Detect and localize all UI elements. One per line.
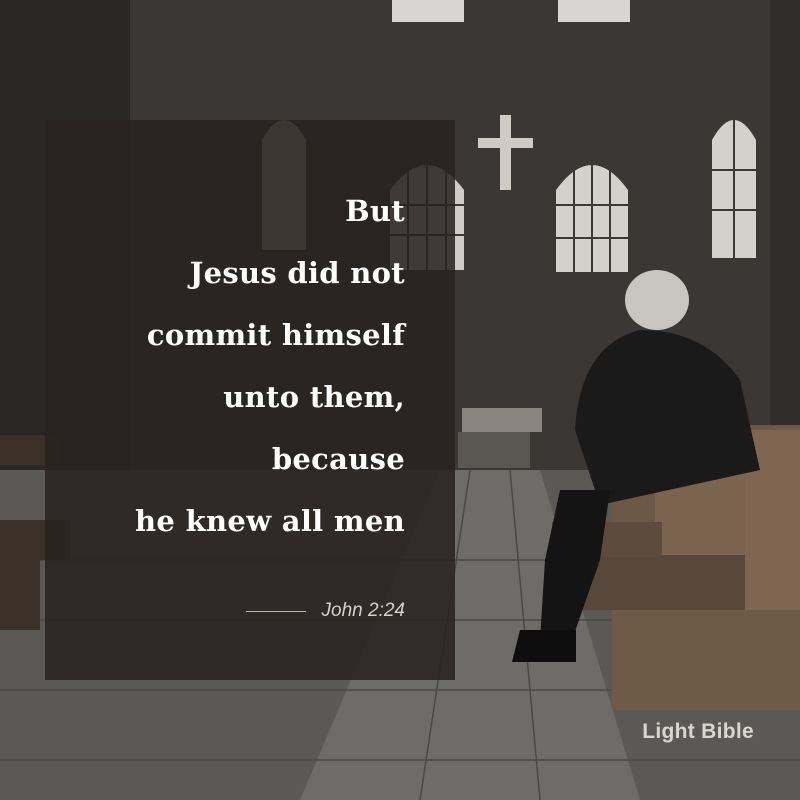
reference-divider: [246, 611, 306, 612]
altar-steps: [458, 432, 530, 468]
verse-text: [135, 180, 405, 552]
verse-panel: [45, 120, 455, 680]
verse-line: because: [271, 442, 405, 476]
reference-text: John 2:24: [321, 600, 405, 621]
cross-horizontal: [478, 138, 533, 148]
verse-line: Jesus did not: [189, 256, 405, 290]
brand-watermark: Light Bible: [642, 720, 754, 743]
verse-line: he knew all men: [135, 504, 405, 538]
verse-line: unto them,: [223, 380, 405, 414]
verse-reference: [246, 600, 405, 622]
verse-line: commit himself: [146, 318, 405, 352]
cross-vertical: [500, 115, 511, 190]
verse-line: But: [345, 194, 405, 228]
altar: [462, 408, 542, 432]
top-window-1: [392, 0, 464, 22]
right-wall: [770, 0, 800, 470]
top-window-2: [558, 0, 630, 22]
